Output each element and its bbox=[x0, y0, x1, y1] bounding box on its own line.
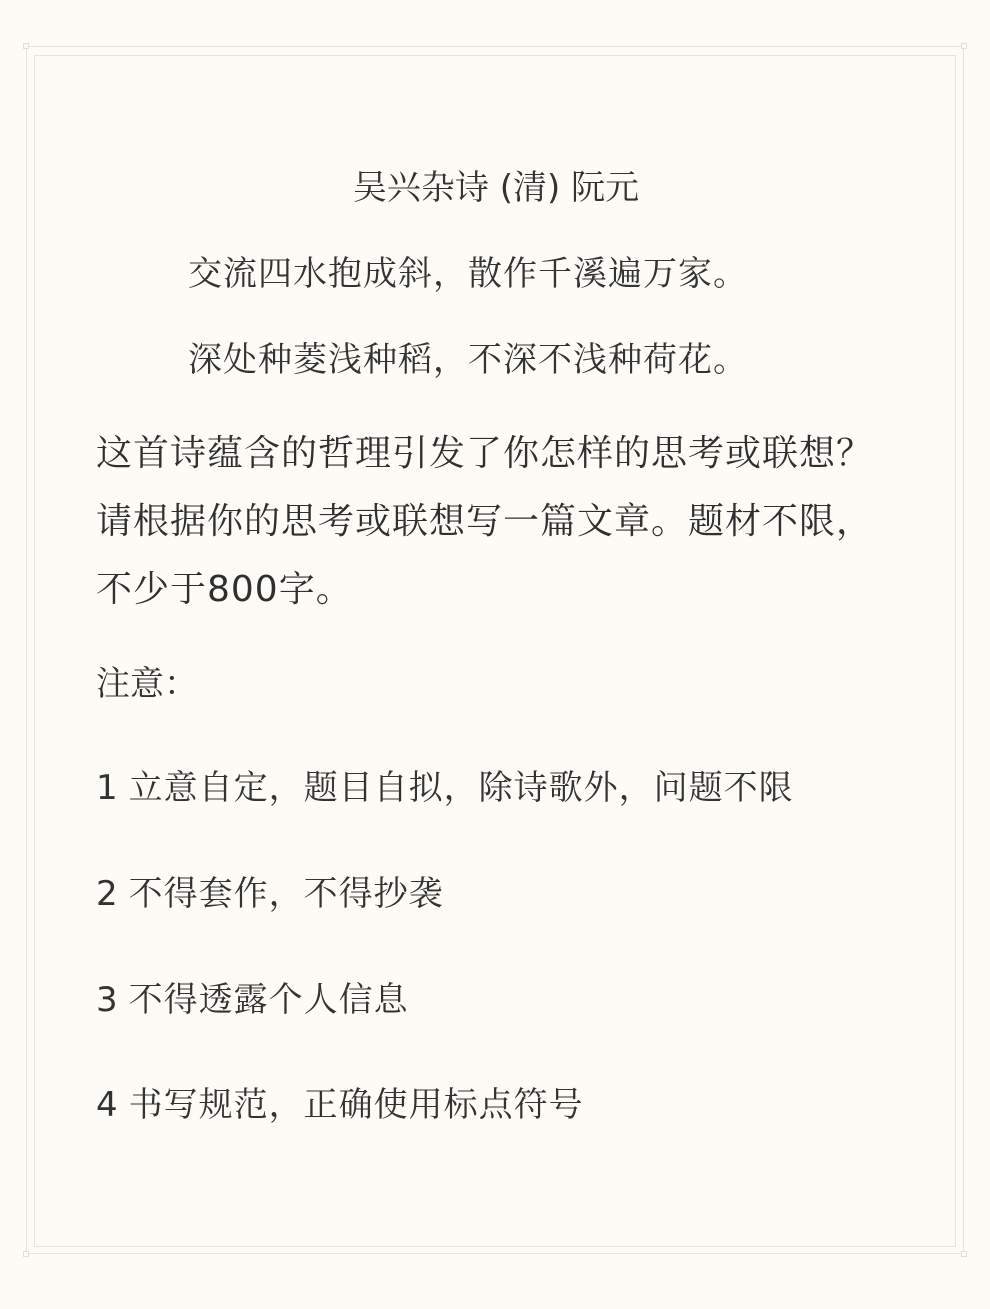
poem-line-1: 交流四水抱成斜，散作千溪遍万家。 bbox=[188, 254, 748, 294]
rule-item-4 bbox=[96, 1083, 584, 1127]
frame-corner-bottom-left bbox=[23, 1251, 29, 1257]
poem-line-2: 深处种菱浅种稻，不深不浅种荷花。 bbox=[188, 340, 748, 380]
rule-item-2 bbox=[96, 872, 444, 916]
frame-corner-bottom-right bbox=[961, 1251, 967, 1257]
notes-heading: 注意： bbox=[96, 664, 198, 704]
rule-text: 立意自定，题目自拟，除诗歌外，问题不限 bbox=[128, 768, 794, 808]
rule-number: 1 bbox=[96, 768, 119, 808]
rule-number: 2 bbox=[96, 874, 119, 914]
rule-text: 不得透露个人信息 bbox=[128, 980, 409, 1020]
rule-number: 3 bbox=[96, 980, 119, 1020]
rule-item-3 bbox=[96, 978, 409, 1022]
poem-title: 吴兴杂诗 (清) 阮元 bbox=[352, 168, 640, 208]
page-frame-inner bbox=[34, 55, 956, 1247]
rule-number: 4 bbox=[96, 1085, 119, 1125]
essay-prompt: 这首诗蕴含的哲理引发了你怎样的思考或联想？请根据你的思考或联想写一篇文章。题材不限，不少于800字。 bbox=[96, 433, 874, 610]
rule-text: 不得套作，不得抄袭 bbox=[128, 874, 444, 914]
rule-item-1 bbox=[96, 766, 794, 810]
frame-corner-top-left bbox=[23, 43, 29, 49]
rule-text: 书写规范，正确使用标点符号 bbox=[128, 1085, 584, 1125]
frame-corner-top-right bbox=[961, 43, 967, 49]
